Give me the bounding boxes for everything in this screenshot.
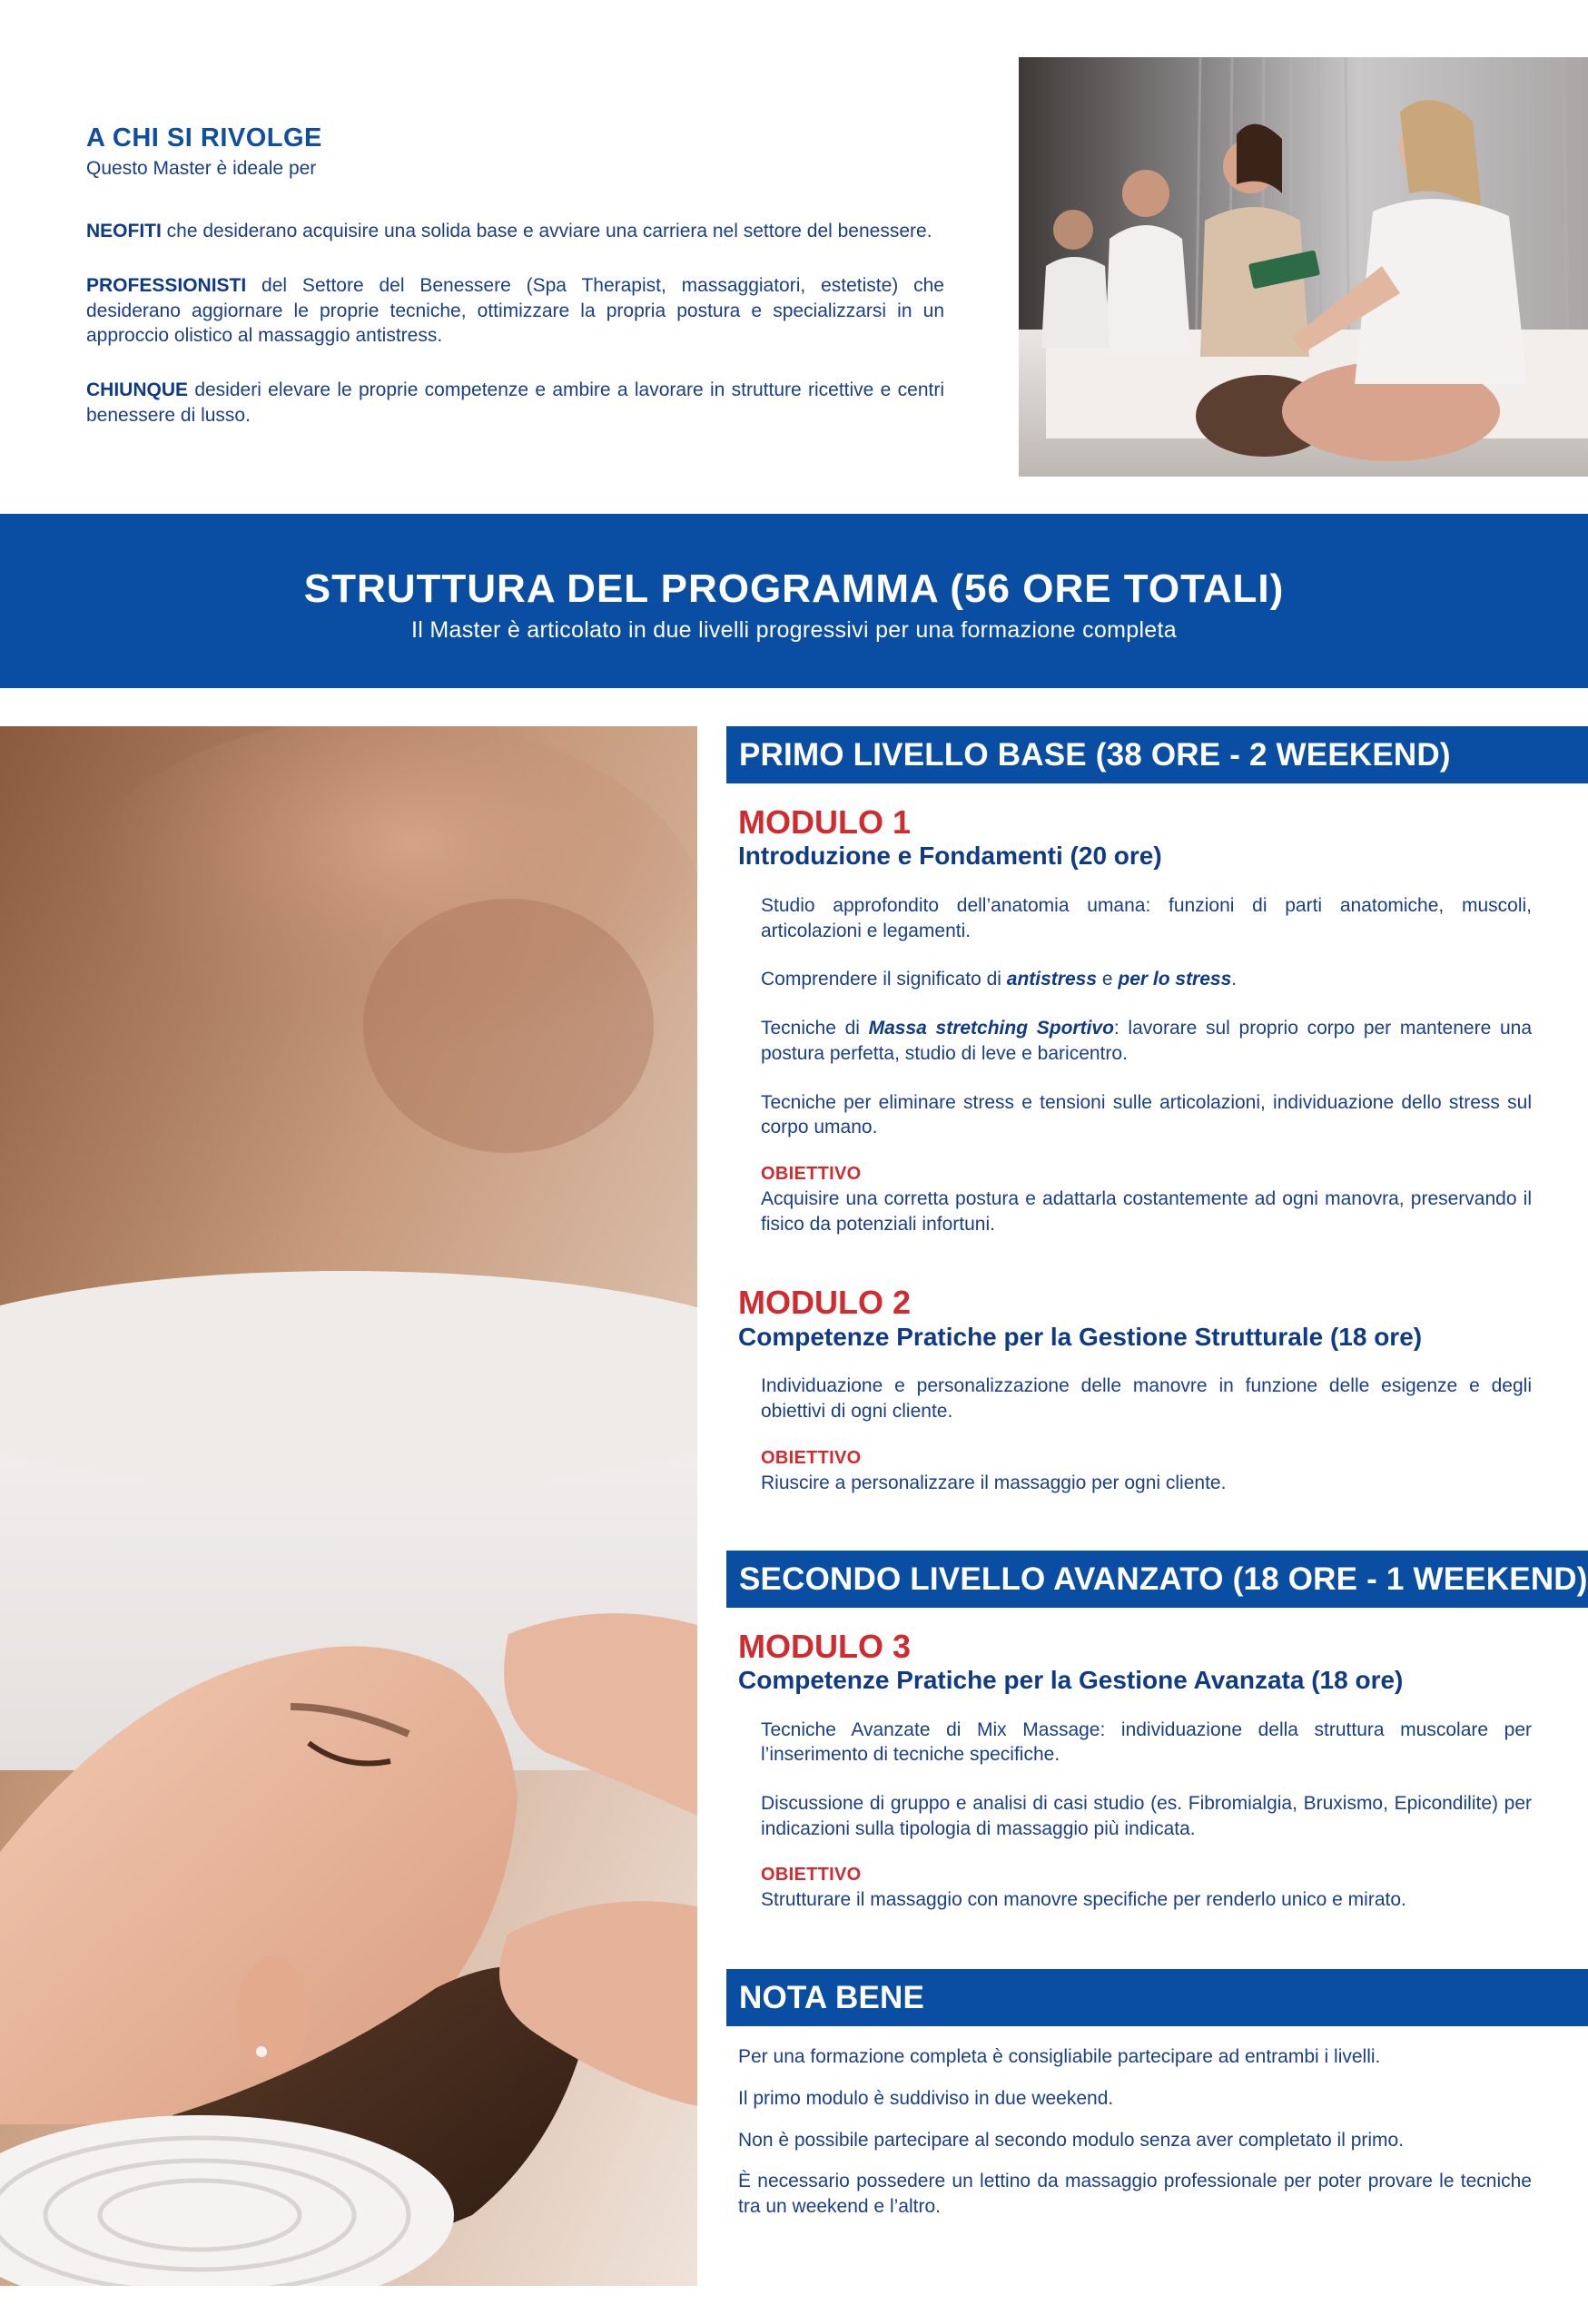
objective-text: Riuscire a personalizzare il massaggio per ogni cliente. bbox=[761, 1472, 1227, 1493]
nota-item: Non è possibile partecipare al secondo modulo senza aver completato il primo. bbox=[738, 2129, 1405, 2151]
audience-lead: CHIUNQUE bbox=[86, 379, 189, 400]
massage-photo-illustration bbox=[0, 726, 697, 2286]
nota-bene-header: NOTA BENE bbox=[726, 1969, 1588, 2026]
text-run: . bbox=[1231, 969, 1238, 990]
module-number: MODULO 1 bbox=[738, 803, 912, 841]
target-audience-section bbox=[86, 123, 944, 428]
module-number: MODULO 3 bbox=[738, 1627, 912, 1665]
text-run: : lavorare sul proprio corpo per mantenere una postura perfetta, studio di leve e baricentro. bbox=[761, 1018, 1532, 1064]
module-2 bbox=[726, 1284, 1588, 1495]
level-1-header: PRIMO LIVELLO BASE (38 ORE - 2 WEEKEND) bbox=[726, 726, 1588, 783]
banner-subtitle: Il Master è articolato in due livelli progressivi per una formazione completa bbox=[411, 617, 1177, 643]
module-paragraph bbox=[761, 967, 1532, 992]
nota-item: È necessario possedere un lettino da massaggio professionale per poter provare le tecniche tra un weekend e l’altro. bbox=[738, 2171, 1532, 2218]
banner-title: STRUTTURA DEL PROGRAMMA (56 ORE TOTALI) bbox=[303, 566, 1285, 611]
section-title: A CHI SI RIVOLGE bbox=[86, 123, 322, 153]
audience-lead: PROFESSIONISTI bbox=[86, 274, 247, 296]
text-run: Tecniche di bbox=[761, 1018, 869, 1039]
objective-text: Acquisire una corretta postura e adattarla costantemente ad ogni manovra, preservando il fisico da potenziali infortuni. bbox=[761, 1188, 1532, 1235]
text-run: Comprendere il significato di bbox=[761, 969, 1007, 990]
module-paragraph: Tecniche per eliminare stress e tensioni sulle articolazioni, individuazione dello stress sul corpo umano. bbox=[761, 1091, 1532, 1138]
training-photo-illustration bbox=[1019, 57, 1588, 477]
module-1 bbox=[726, 803, 1588, 1236]
audience-text: del Settore del Benessere (Spa Therapist, massaggiatori, estetiste) che desiderano aggiornare le proprie tecniche, ottimizzare la propria postura e specializzarsi in un approccio olistico al massaggio antistress. bbox=[86, 274, 944, 347]
module-paragraph: Discussione di gruppo e analisi di casi studio (es. Fibromialgia, Bruxismo, Epicondilite) per indicazioni sulla tipologia di massaggio più indicata. bbox=[761, 1793, 1532, 1839]
audience-item-neofiti bbox=[86, 219, 944, 244]
nota-item: Per una formazione completa è consigliabile partecipare ad entrambi i livelli. bbox=[738, 2046, 1381, 2068]
objective-label: OBIETTIVO bbox=[761, 1164, 862, 1185]
module-paragraph: Studio approfondito dell’anatomia umana: funzioni di parti anatomiche, muscoli, articolazioni e legamenti. bbox=[761, 894, 1532, 941]
audience-item-chiunque bbox=[86, 378, 944, 428]
module-title: Competenze Pratiche per la Gestione Strutturale (18 ore) bbox=[738, 1322, 1423, 1351]
module-body bbox=[761, 1718, 1532, 1914]
nota-bene-section bbox=[726, 2044, 1588, 2220]
training-photo bbox=[1019, 57, 1588, 477]
section-subtitle: Questo Master è ideale per bbox=[86, 157, 317, 179]
text-run: e bbox=[1097, 969, 1119, 990]
nota-item: Il primo modulo è suddiviso in due weekend. bbox=[738, 2087, 1114, 2109]
audience-text: che desiderano acquisire una solida base e avviare una carriera nel settore del benessere. bbox=[161, 221, 932, 242]
module-title: Introduzione e Fondamenti (20 ore) bbox=[738, 842, 1162, 871]
objective-text: Strutturare il massaggio con manovre specifiche per renderlo unico e mirato. bbox=[761, 1889, 1406, 1911]
objective-label: OBIETTIVO bbox=[761, 1865, 862, 1886]
massage-photo bbox=[0, 726, 697, 2286]
program-structure-banner bbox=[0, 514, 1588, 688]
program-column bbox=[726, 726, 1588, 2220]
objective-label: OBIETTIVO bbox=[761, 1447, 862, 1468]
module-body bbox=[761, 1374, 1532, 1495]
module-title: Competenze Pratiche per la Gestione Avanzata (18 ore) bbox=[738, 1665, 1404, 1694]
emphasis-text: Massa stretching Sportivo bbox=[868, 1018, 1114, 1039]
module-number: MODULO 2 bbox=[738, 1284, 912, 1322]
module-3 bbox=[726, 1628, 1588, 1914]
module-paragraph bbox=[761, 1016, 1532, 1066]
module-body bbox=[761, 893, 1532, 1236]
audience-item-professionisti bbox=[86, 273, 944, 349]
module-paragraph: Individuazione e personalizzazione delle manovre in funzione delle esigenze e degli obiettivi di ogni cliente. bbox=[761, 1375, 1532, 1423]
module-paragraph: Tecniche Avanzate di Mix Massage: individuazione della struttura muscolare per l’inserimento di tecniche specifiche. bbox=[761, 1718, 1532, 1766]
level-2-header: SECONDO LIVELLO AVANZATO (18 ORE - 1 WEEKEND) bbox=[726, 1551, 1588, 1608]
emphasis-text: per lo stress bbox=[1118, 969, 1232, 990]
audience-lead: NEOFITI bbox=[86, 221, 162, 242]
audience-text: desideri elevare le proprie competenze e ambire a lavorare in strutture ricettive e centri benessere di lusso. bbox=[86, 379, 944, 426]
emphasis-text: antistress bbox=[1006, 969, 1098, 990]
